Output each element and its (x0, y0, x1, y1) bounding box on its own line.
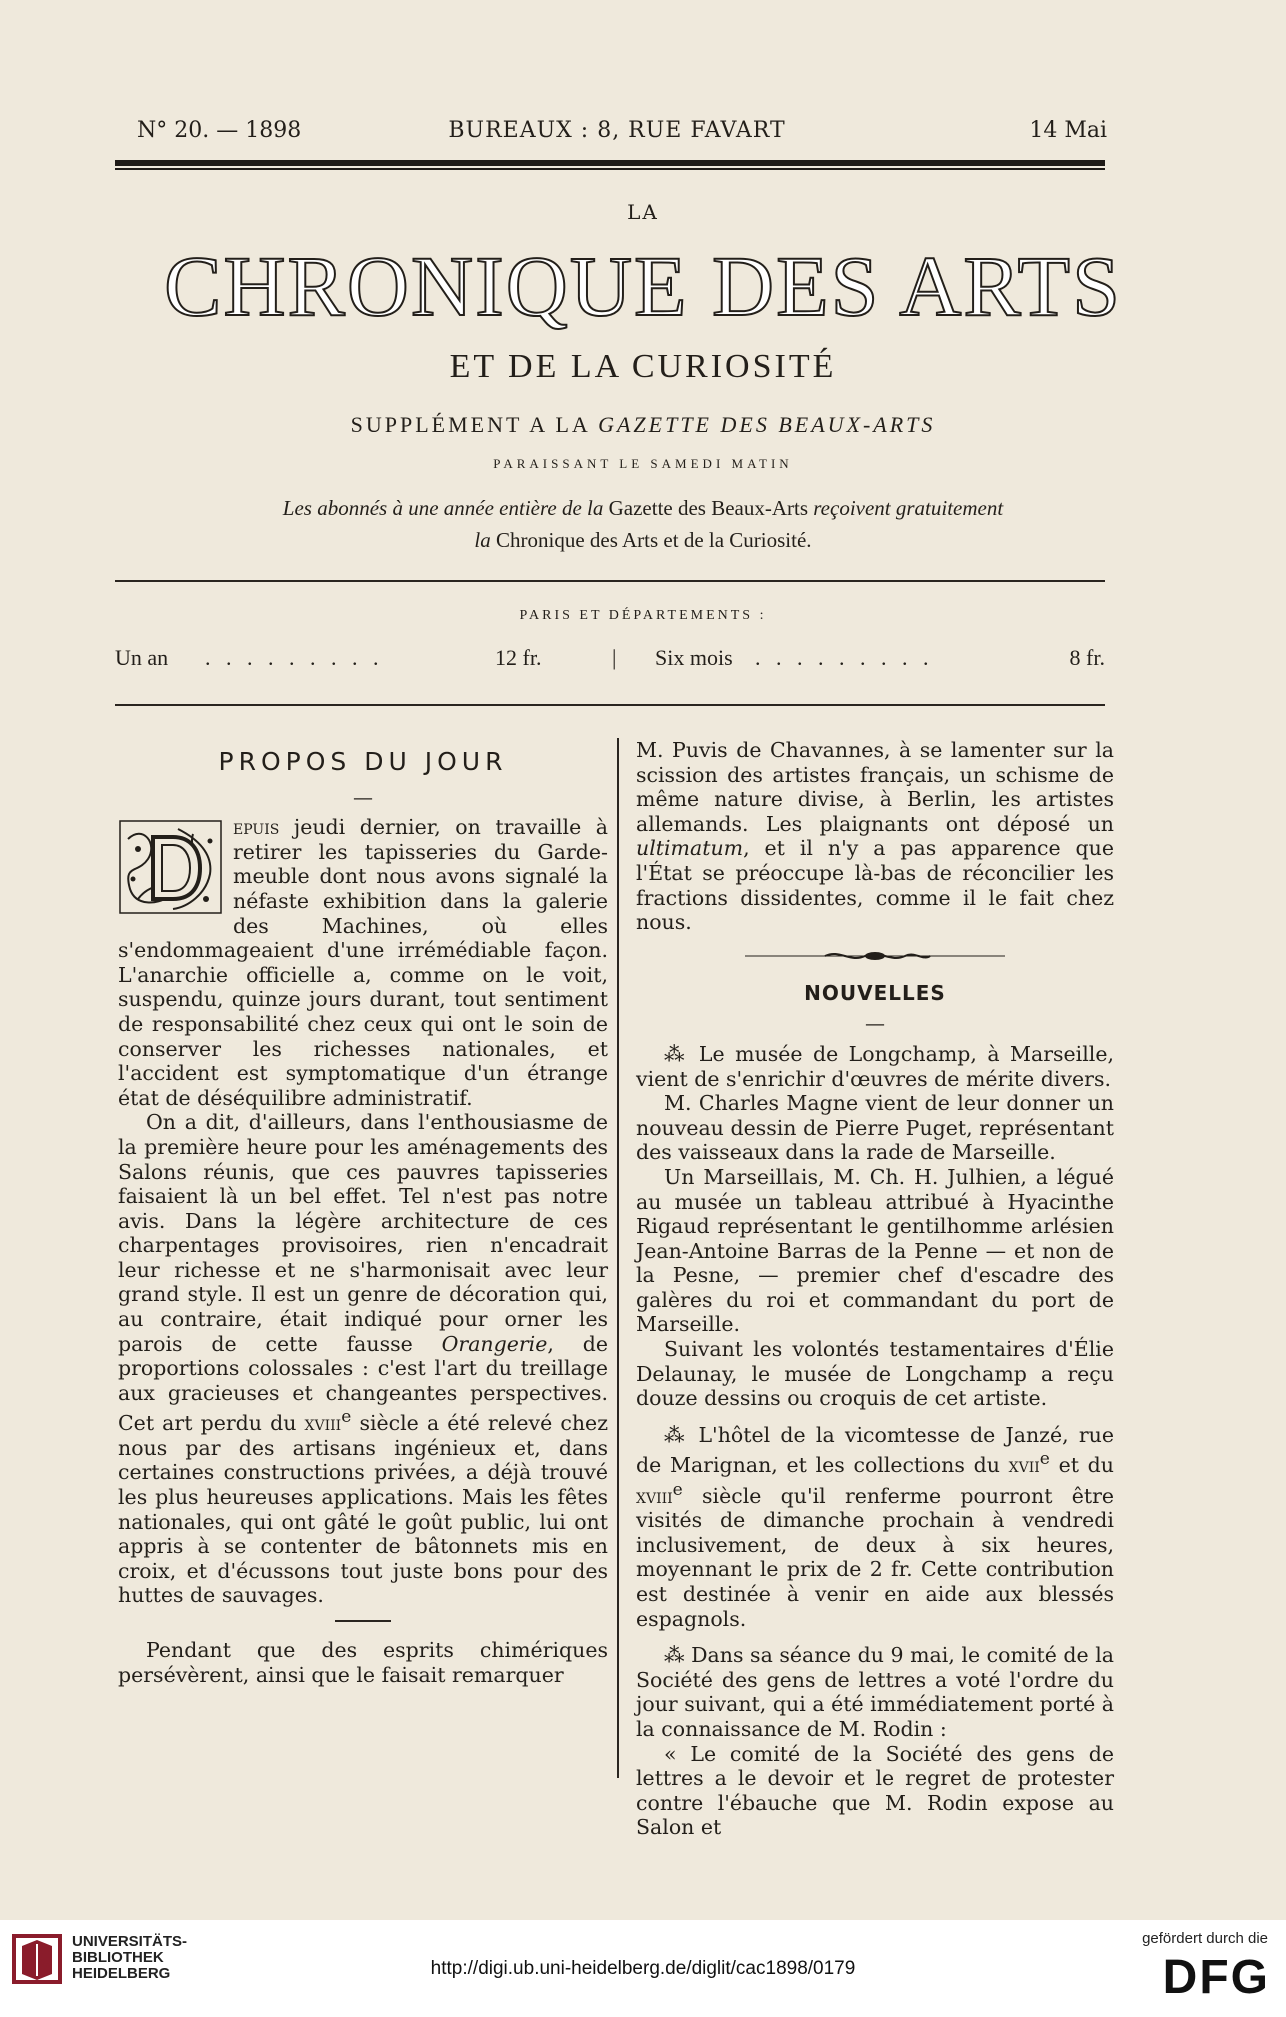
news-item: M. Charles Magne vient de leur donner un nouveau dessin de Pierre Puget, représentant des vaisseaux dans la rade de Marseille. (636, 1091, 1114, 1165)
six-months-price: 8 fr. (1069, 645, 1105, 670)
subscriber-note (0, 492, 1286, 556)
paragraph-2-italic: Orangerie (441, 1331, 548, 1356)
subscriber-note-text: Les abonnés à une année entière de la (282, 496, 604, 520)
publication-schedule: PARAISSANT LE SAMEDI MATIN (493, 456, 793, 471)
news-item: Un Marseillais, M. Ch. H. Julhien, a légué au musée un tableau attribué à Hyacinthe Rigaud représentant le gentilhomme arlésien Jean-Antoine Barras de la Penne — et non de la Pesne, — premier chef d'escadre des galères du roi et commandant du port de Marseille. (636, 1164, 1114, 1337)
bureaux-address: BUREAUX : 8, RUE FAVART (448, 118, 786, 143)
continued-paragraph-text: , et il n'y a pas apparence que l'État se préoccupe là-bas de réconcilier les fractions dissidentes, comme il le fait chez nous. (636, 836, 1114, 935)
six-months-label: Six mois (655, 645, 733, 670)
news-item-text: Dans sa séance du 9 mai, le comité de la Société des gens de lettres a voté l'ordre du jour suivant, qui a été immédiatement porté à la connaissance de M. Rodin : (636, 1643, 1114, 1742)
century-suffix: e (672, 1479, 683, 1500)
continued-paragraph (636, 738, 1114, 935)
subscriber-note-chronique: Chronique des Arts et de la Curiosité. (496, 528, 812, 552)
continued-paragraph-italic: ultimatum (636, 836, 744, 861)
spacer (636, 1411, 1114, 1423)
subscription-prices (115, 645, 1105, 679)
century-numeral: xviii (636, 1483, 673, 1508)
column-divider (617, 738, 619, 1778)
news-item (636, 1042, 1114, 1091)
masthead-rule (115, 580, 1105, 582)
permalink[interactable]: http://digi.ub.uni-heidelberg.de/diglit/cac1898/0179 (430, 1958, 856, 1979)
library-name-line: UNIVERSITÄTS- (72, 1933, 188, 1950)
paragraph-2-text: On a dit, d'ailleurs, dans l'enthousiasme de la première heure pour les aménagements des Salons réunis, que ces pauvres tapisseries faisaient là un bel effet. Tel n'est pas notre avis. Dans la légère architecture de ces charpentages provisoires, rien n'encadrait leur richesse et ne s'harmonisait avec leur grand style. Il est un genre de décoration qui, au contraire, était indiqué pour orner les parois de cette fausse (118, 1110, 608, 1356)
news-item-text: et du (1049, 1453, 1114, 1478)
masthead-subtitle: ET DE LA CURIOSITÉ (449, 348, 837, 385)
paragraph-1-text: jeudi dernier, on travaille à retirer les tapisseries du Garde-meuble dont nous avons signalé la néfaste exhibition dans la galerie des Machines, où elles s'endommageaient d'une irrémédiable façon. L'anarchie officielle a, comme on le voit, suspendu, quinze jours durant, tout sentiment de responsabilité chez ceux qui ont le soin de conserver les richesses nationales, et l'accident est symptomatique d'un étrange état de déséquilibre administratif. (118, 815, 608, 1110)
left-column (118, 747, 608, 1687)
library-name-line: BIBLIOTHEK (72, 1949, 164, 1966)
section-rule (335, 1620, 391, 1622)
news-item-text: Le musée de Longchamp, à Marseille, vient de s'enrichir d'œuvres de mérite divers. (636, 1041, 1115, 1091)
supplement-title: GAZETTE DES BEAUX-ARTS (598, 412, 936, 437)
right-column (636, 738, 1114, 1840)
dropcap-d-ornament (118, 819, 223, 915)
masthead-title: CHRONIQUE DES ARTS (164, 238, 1122, 334)
century-suffix: e (341, 1407, 352, 1428)
century-suffix: e (1039, 1449, 1050, 1470)
century-numeral: xviii (304, 1411, 342, 1436)
ornamental-divider (745, 949, 1005, 963)
masthead-article: LA (627, 200, 659, 224)
one-year-price: 12 fr. (495, 645, 542, 670)
paragraph-2-text: siècle a été relevé chez nous par des artisans ingénieux et, dans certaines constructions privées, a déjà trouvé les plus heureuses applications. Mais les fêtes nationales, qui ont gâté le goût public, lui ont appris à se contenter de bâtonnets mis en croix, et d'écussons tout juste bons pour des huttes de sauvages. (118, 1411, 608, 1608)
library-name-line: HEIDELBERG (72, 1965, 171, 1982)
leader-dots: . . . . . . . . . (755, 645, 934, 670)
leader-dots: . . . . . . . . . (205, 645, 384, 670)
running-header (137, 118, 1107, 148)
continued-paragraph-text: M. Puvis de Chavannes, à se lamenter sur la scission des artistes français, un schisme de même nature divise, à Berlin, les artistes allemands. Les plaignants ont déposé un (636, 738, 1114, 836)
header-rule-thin (115, 168, 1105, 170)
news-item (636, 1643, 1114, 1741)
issue-number: N° 20. — 1898 (137, 118, 302, 143)
heading-dash: — (865, 1011, 885, 1036)
supplement-line (0, 412, 1286, 438)
subscription-heading: PARIS ET DÉPARTEMENTS : (519, 608, 767, 623)
paragraph-1 (118, 815, 608, 1110)
funding-note: gefördert durch die (1142, 1930, 1268, 1947)
news-item: « Le comité de la Société des gens de lettres a le devoir et le regret de protester contre l'ébauche que M. Rodin expose au Salon et (636, 1741, 1114, 1840)
news-item-text: L'hôtel de la vicomtesse de Janzé, rue de Marignan, et les collections du (636, 1422, 1114, 1478)
dfg-logo: DFG (1162, 1951, 1270, 2004)
issue-date: 14 Mai (1029, 118, 1107, 143)
nouvelles-heading: NOUVELLES (804, 980, 946, 1005)
news-item: Suivant les volontés testamentaires d'Élie Delaunay, le musée de Longchamp a reçu douze dessins ou croquis de cet artiste. (636, 1337, 1114, 1411)
supplement-prefix: SUPPLÉMENT A LA (350, 412, 590, 437)
asterism: ⁂ (664, 1643, 685, 1668)
paragraph-3: Pendant que des esprits chimériques persévèrent, ainsi que le faisait remarquer (118, 1638, 608, 1687)
asterism: ⁂ (664, 1422, 689, 1447)
price-separator: | (612, 645, 617, 670)
paragraph-2 (118, 1110, 608, 1608)
subscriber-note-text: reçoivent gratuitement (813, 496, 1004, 520)
spacer (636, 1631, 1114, 1643)
digitization-footer (0, 1920, 1286, 2017)
century-numeral: xvii (1008, 1453, 1040, 1478)
subscriber-note-gazette: Gazette des Beaux-Arts (608, 496, 809, 520)
asterism: ⁂ (664, 1041, 689, 1066)
heading-dash: — (353, 784, 373, 809)
header-rule-thick (115, 160, 1105, 166)
paragraph-1-smallcaps: epuis (233, 815, 280, 840)
news-item-text: siècle qu'il renferme pourront être visités de dimanche prochain à vendredi inclusivement, de deux à six heures, moyennant le prix de 2 fr. Cette contribution est destinée à venir en aide aux blessés espagnols. (636, 1483, 1114, 1631)
propos-heading: PROPOS DU JOUR (218, 747, 508, 776)
news-item (636, 1423, 1114, 1631)
one-year-label: Un an (115, 645, 169, 670)
subscription-rule (115, 704, 1105, 706)
subscriber-note-text: la (474, 528, 491, 552)
paragraph-2-text: , de proportions colossales : c'est l'art du treillage aux gracieuses et changeantes perspectives. Cet art perdu du (118, 1331, 608, 1436)
